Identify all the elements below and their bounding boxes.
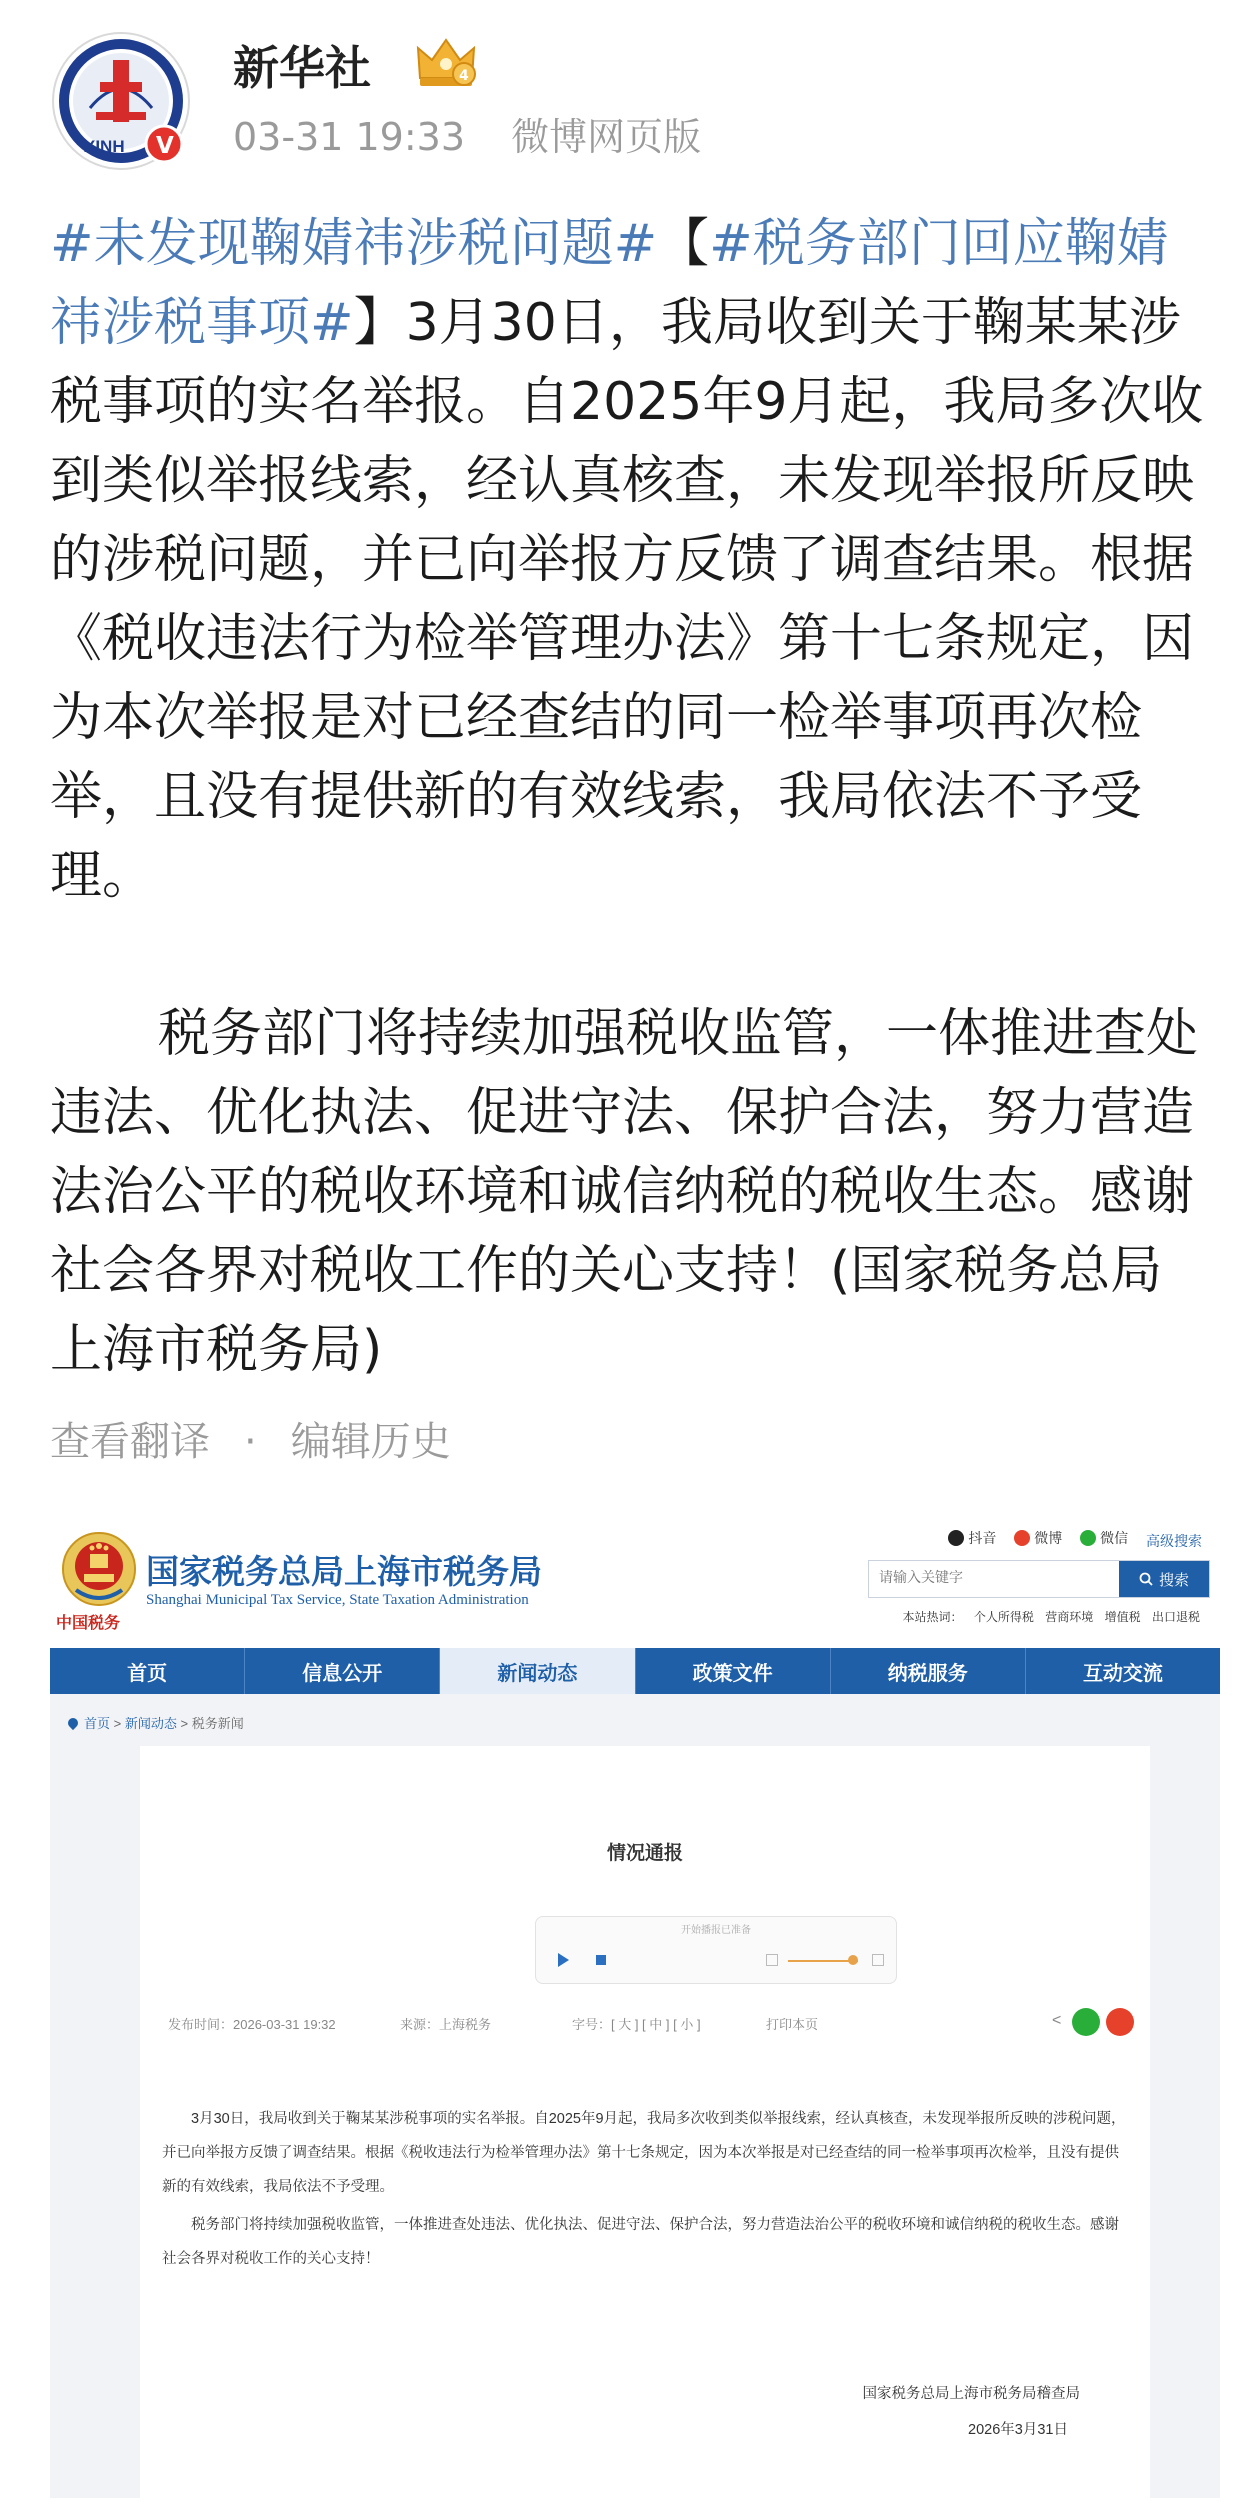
site-name-en: Shanghai Municipal Tax Service, State Taxation Administration xyxy=(146,1592,529,1608)
article-paragraph: 税务部门将持续加强税收监管，一体推进查处违法、优化执法、促进守法、保护合法，努力营造法治公平的税收环境和诚信纳税的税收生态。感谢社会各界对税收工作的关心支持！ xyxy=(162,2217,1119,2267)
post-paragraph-2 xyxy=(50,995,1210,1390)
wechat-icon xyxy=(1080,1530,1096,1546)
font-size-controls[interactable]: 字号：[ 大 ] [ 中 ] [ 小 ] xyxy=(572,2017,701,2032)
crown-badge-icon xyxy=(412,34,480,92)
site-header xyxy=(50,1508,1220,1648)
article-body xyxy=(162,2102,1128,2276)
site-logo-text: 中国税务 xyxy=(56,1613,121,1632)
article-panel xyxy=(140,1746,1150,2498)
breadcrumb-current: 税务新闻 xyxy=(191,1716,244,1731)
article-signature xyxy=(863,2376,1081,2448)
post-time: 03-31 19:33 xyxy=(233,115,466,159)
signature-org: 国家税务总局上海市税务局稽查局 xyxy=(862,2386,1080,2402)
translate-link[interactable]: 查看翻译 xyxy=(50,1419,210,1465)
search-button[interactable] xyxy=(1119,1561,1209,1597)
hot-word-link[interactable]: 营商环境 xyxy=(1045,1610,1094,1624)
nav-info-disclosure[interactable]: 信息公开 xyxy=(245,1648,440,1694)
nav-home[interactable]: 首页 xyxy=(50,1648,245,1694)
print-link[interactable]: 打印本页 xyxy=(766,2017,819,2032)
breadcrumb-sep: > xyxy=(113,1716,122,1731)
nav-tax-service[interactable]: 纳税服务 xyxy=(831,1648,1026,1694)
stop-icon[interactable] xyxy=(596,1955,606,1965)
breadcrumb-sep: > xyxy=(180,1716,189,1731)
breadcrumb xyxy=(68,1713,244,1732)
article-title: 情况通报 xyxy=(606,1843,683,1864)
wechat-label: 微信 xyxy=(1100,1530,1129,1546)
player-status: 开始播报已准备 xyxy=(681,1925,751,1936)
weibo-share-icon[interactable] xyxy=(1106,2008,1134,2036)
edit-history-link[interactable]: 编辑历史 xyxy=(290,1419,451,1465)
separator-dot: · xyxy=(244,1419,257,1465)
svg-text:XINH: XINH xyxy=(84,137,125,156)
site-nav xyxy=(50,1648,1220,1694)
article-meta xyxy=(168,2008,1128,2038)
advanced-search-link[interactable]: 高级搜索 xyxy=(1146,1533,1202,1549)
post-source: 微博网页版 xyxy=(511,115,702,159)
nav-policy[interactable]: 政策文件 xyxy=(636,1648,831,1694)
post-actions xyxy=(50,1415,451,1469)
paragraph-text: 税务部门将持续加强税收监管，一体推进查处违法、优化执法、促进守法、保护合法，努力营造法治公平的税收环境和诚信纳税的税收生态。感谢社会各界对税收工作的关心支持！(国家税务总局上海市税务局) xyxy=(50,1004,1199,1380)
tax-emblem-icon xyxy=(60,1530,138,1608)
post-body xyxy=(50,205,1210,1390)
paragraph-text: 】3月30日，我局收到关于鞠某某涉税事项的实名举报。自2025年9月起，我局多次收到类似举报线索，经认真核查，未发现举报所反映的涉税问题，并已向举报方反馈了调查结果。根据《税收违法行为检举管理办法》第十七条规定，因为本次举报是对已经查结的同一检举事项再次检举，且没有提供新的有效线索，我局依法不予受理。 xyxy=(50,293,1204,906)
svg-text:V: V xyxy=(156,133,174,159)
site-name: 国家税务总局上海市税务局 xyxy=(146,1553,542,1590)
volume-up-icon[interactable] xyxy=(872,1954,884,1966)
hot-words xyxy=(903,1608,1200,1625)
wechat-share-icon[interactable] xyxy=(1072,2008,1100,2036)
article-source: 来源：上海税务 xyxy=(400,2017,492,2032)
social-links xyxy=(934,1528,1202,1551)
embedded-screenshot[interactable] xyxy=(50,1508,1220,2498)
signature-date: 2026年3月31日 xyxy=(968,2422,1068,2438)
site-search-box xyxy=(868,1560,1210,1598)
weibo-link[interactable] xyxy=(1014,1528,1062,1548)
search-input[interactable] xyxy=(869,1561,1124,1595)
douyin-icon xyxy=(948,1530,964,1546)
hot-word-link[interactable]: 增值税 xyxy=(1104,1610,1141,1624)
publish-time: 发布时间：2026-03-31 19:32 xyxy=(168,2017,336,2032)
audio-player xyxy=(535,1916,897,1984)
douyin-label: 抖音 xyxy=(968,1530,997,1546)
post-meta xyxy=(233,112,735,162)
volume-knob[interactable] xyxy=(848,1955,858,1965)
hot-word-link[interactable]: 出口退税 xyxy=(1151,1610,1200,1624)
location-pin-icon xyxy=(66,1716,80,1730)
search-button-label: 搜索 xyxy=(1158,1571,1189,1589)
hot-word-link[interactable]: 个人所得税 xyxy=(973,1610,1034,1624)
breadcrumb-news[interactable]: 新闻动态 xyxy=(124,1716,177,1731)
svg-text:4: 4 xyxy=(459,68,469,84)
author-name[interactable]: 新华社 xyxy=(233,41,371,95)
play-icon[interactable] xyxy=(558,1953,569,1967)
share-icon[interactable]: < xyxy=(1052,2012,1062,2029)
douyin-link[interactable] xyxy=(948,1528,996,1548)
post-paragraph-1 xyxy=(50,205,1210,916)
nav-news[interactable]: 新闻动态 xyxy=(440,1648,635,1694)
bracket-open: 【 xyxy=(657,214,710,274)
hashtag-link[interactable]: #税务部门回应鞠婧祎涉税事项# xyxy=(50,214,1169,353)
article-paragraph: 3月30日，我局收到关于鞠某某涉税事项的实名举报。自2025年9月起，我局多次收到类似举报线索，经认真核查，未发现举报所反映的涉税问题，并已向举报方反馈了调查结果。根据《税收违法行为检举管理办法》第十七条规定，因为本次举报是对已经查结的同一检举事项再次检举，且没有提供新的有效线索，我局依法不予受理。 xyxy=(162,2111,1126,2195)
weibo-icon xyxy=(1014,1530,1030,1546)
breadcrumb-home[interactable]: 首页 xyxy=(84,1716,111,1731)
weibo-label: 微博 xyxy=(1034,1530,1063,1546)
hashtag-link[interactable]: #未发现鞠婧祎涉税问题# xyxy=(50,214,658,274)
nav-interaction[interactable]: 互动交流 xyxy=(1082,1662,1163,1685)
hot-words-label: 本站热词： xyxy=(902,1610,963,1624)
xinhua-avatar[interactable] xyxy=(50,30,192,172)
wechat-link[interactable] xyxy=(1080,1528,1128,1548)
volume-down-icon[interactable] xyxy=(766,1954,778,1966)
search-icon xyxy=(1139,1572,1153,1586)
